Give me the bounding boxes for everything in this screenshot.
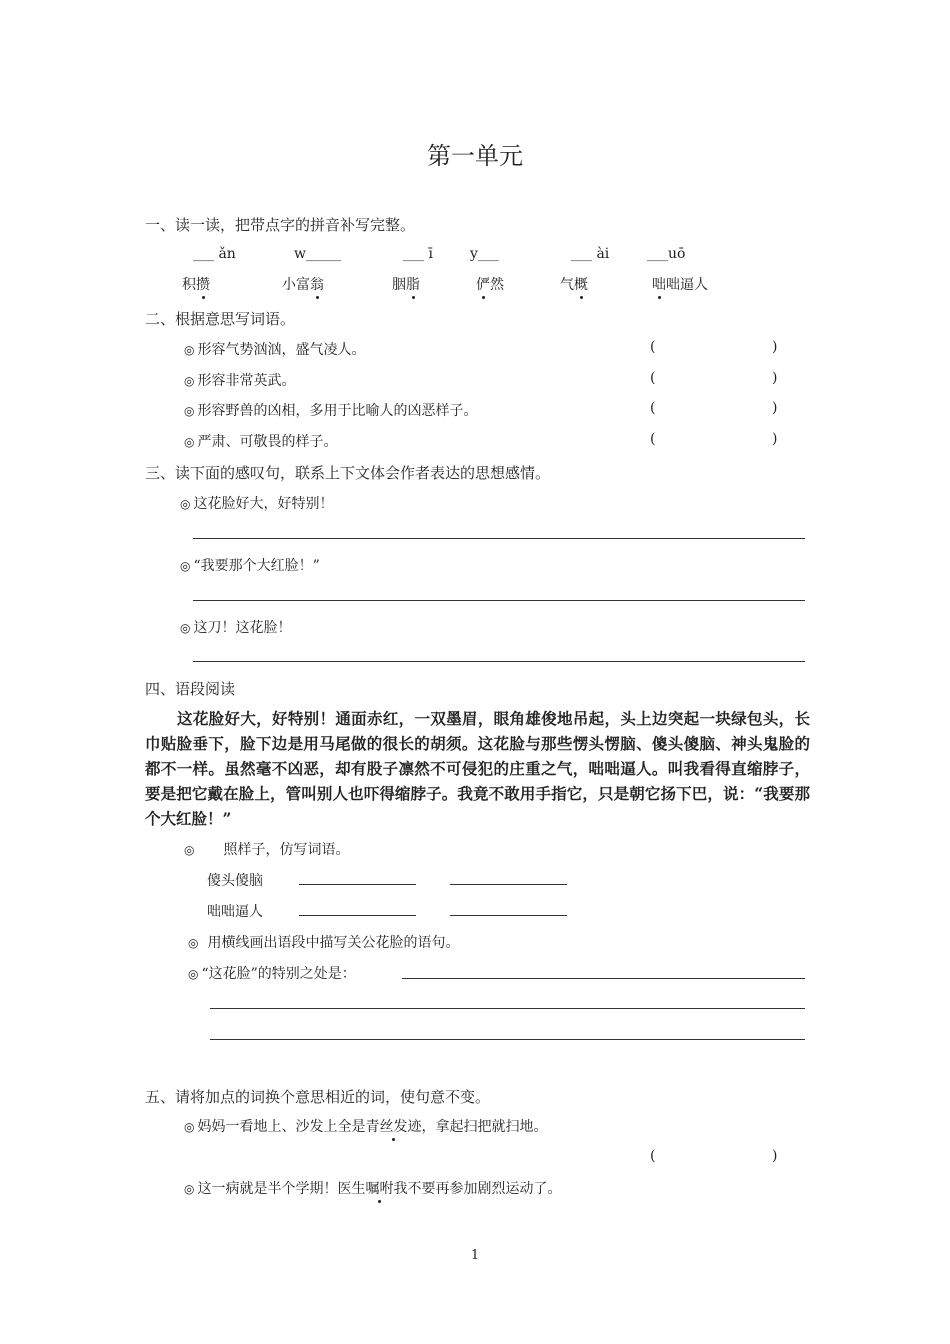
question-item: ◎ 这刀！这花脸！ [180, 620, 292, 636]
answer-rparen: ) [772, 400, 778, 416]
answer-line[interactable] [210, 1008, 805, 1009]
answer-line[interactable] [450, 915, 567, 916]
word-item: 积攒 [182, 277, 210, 293]
question-item: ◎ “我要那个大红脸！” [180, 558, 320, 574]
word-item: 咄咄逼人 [652, 277, 708, 293]
bullet-icon: ◎ [188, 967, 199, 981]
answer-lparen: ( [650, 370, 656, 386]
answer-line[interactable] [210, 1039, 805, 1040]
word-item: 俨然 [476, 277, 504, 293]
pinyin-blank: ___uō [647, 246, 686, 262]
question-item: ◎ 妈妈一看地上、沙发上全是青丝发迹，拿起扫把就扫地。 [184, 1119, 548, 1135]
question-item: ◎ 形容非常英武。 [184, 373, 296, 389]
task-item: ◎ 用横线画出语段中描写关公花脸的语句。 [188, 935, 460, 951]
bullet-icon: ◎ [184, 404, 195, 418]
pinyin-blank: ___ ài [571, 246, 610, 262]
answer-lparen: ( [650, 400, 656, 416]
answer-line[interactable] [193, 600, 805, 601]
answer-lparen: ( [650, 1148, 656, 1164]
bullet-icon: ◎ [184, 374, 195, 388]
answer-lparen: ( [650, 431, 656, 447]
section-1-heading: 一、读一读，把带点字的拼音补写完整。 [145, 216, 416, 234]
pinyin-blank: ___ ī [403, 246, 433, 262]
answer-line[interactable] [193, 661, 805, 662]
task-item: ◎ 照样子，仿写词语。 [184, 842, 350, 858]
section-3-heading: 三、读下面的感叹句，联系上下文体会作者表达的思想感情。 [145, 464, 551, 482]
answer-rparen: ) [772, 370, 778, 386]
bullet-icon: ◎ [184, 435, 195, 449]
answer-line[interactable] [193, 538, 805, 539]
pinyin-blank: ___ ǎn [193, 246, 236, 262]
bullet-icon: ◎ [184, 843, 195, 857]
question-item: ◎ 这花脸好大，好特别！ [180, 496, 334, 512]
question-item: ◎ 形容野兽的凶相，多用于比喻人的凶恶样子。 [184, 403, 478, 419]
example-word: 咄咄逼人 [207, 904, 263, 920]
answer-line[interactable] [299, 915, 416, 916]
question-item: ◎ 这一病就是半个学期！医生嘱咐我不要再参加剧烈运动了。 [184, 1181, 562, 1197]
bullet-icon: ◎ [180, 621, 191, 635]
bullet-icon: ◎ [184, 1182, 195, 1196]
answer-lparen: ( [650, 339, 656, 355]
word-item: 气概 [560, 277, 588, 293]
answer-line[interactable] [299, 884, 416, 885]
question-item: ◎ 严肃、可敬畏的样子。 [184, 434, 338, 450]
section-2-heading: 二、根据意思写词语。 [145, 310, 296, 328]
section-5-heading: 五、请将加点的词换个意思相近的词，使句意不变。 [145, 1088, 491, 1106]
answer-rparen: ) [772, 339, 778, 355]
pinyin-blank: y___ [470, 246, 499, 262]
bullet-icon: ◎ [184, 1120, 195, 1134]
task-item: ◎ “这花脸”的特别之处是： [188, 966, 356, 982]
page-number: 1 [470, 1248, 480, 1263]
pinyin-blank: w_____ [294, 246, 341, 262]
page-title: 第一单元 [427, 142, 523, 170]
section-4-heading: 四、语段阅读 [145, 680, 236, 698]
bullet-icon: ◎ [180, 497, 191, 511]
reading-passage: 这花脸好大，好特别！通面赤红，一双墨眉，眼角雄俊地吊起，头上边突起一块绿包头，长巾贴脸垂下，脸下边是用马尾做的很长的胡须。这花脸与那些愣头愣脑、傻头傻脑、神头鬼脸的都不一样。虽然毫不凶恶，却有股子凛然不可侵犯的庄重之气，咄咄逼人。叫我看得直缩脖子，要是把它戴在脸上，管叫别人也吓得缩脖子。我竟不敢用手指它，只是朝它扬下巴，说：“我要那个大红脸！” [145, 709, 810, 828]
bullet-icon: ◎ [184, 343, 195, 357]
answer-rparen: ) [772, 1148, 778, 1164]
example-word: 傻头傻脑 [207, 873, 263, 889]
word-item: 小富翁 [282, 277, 324, 293]
answer-line[interactable] [402, 978, 805, 979]
word-item: 胭脂 [392, 277, 420, 293]
answer-line[interactable] [450, 884, 567, 885]
bullet-icon: ◎ [180, 559, 191, 573]
bullet-icon: ◎ [188, 936, 199, 950]
question-item: ◎ 形容气势汹汹，盛气凌人。 [184, 342, 366, 358]
answer-rparen: ) [772, 431, 778, 447]
